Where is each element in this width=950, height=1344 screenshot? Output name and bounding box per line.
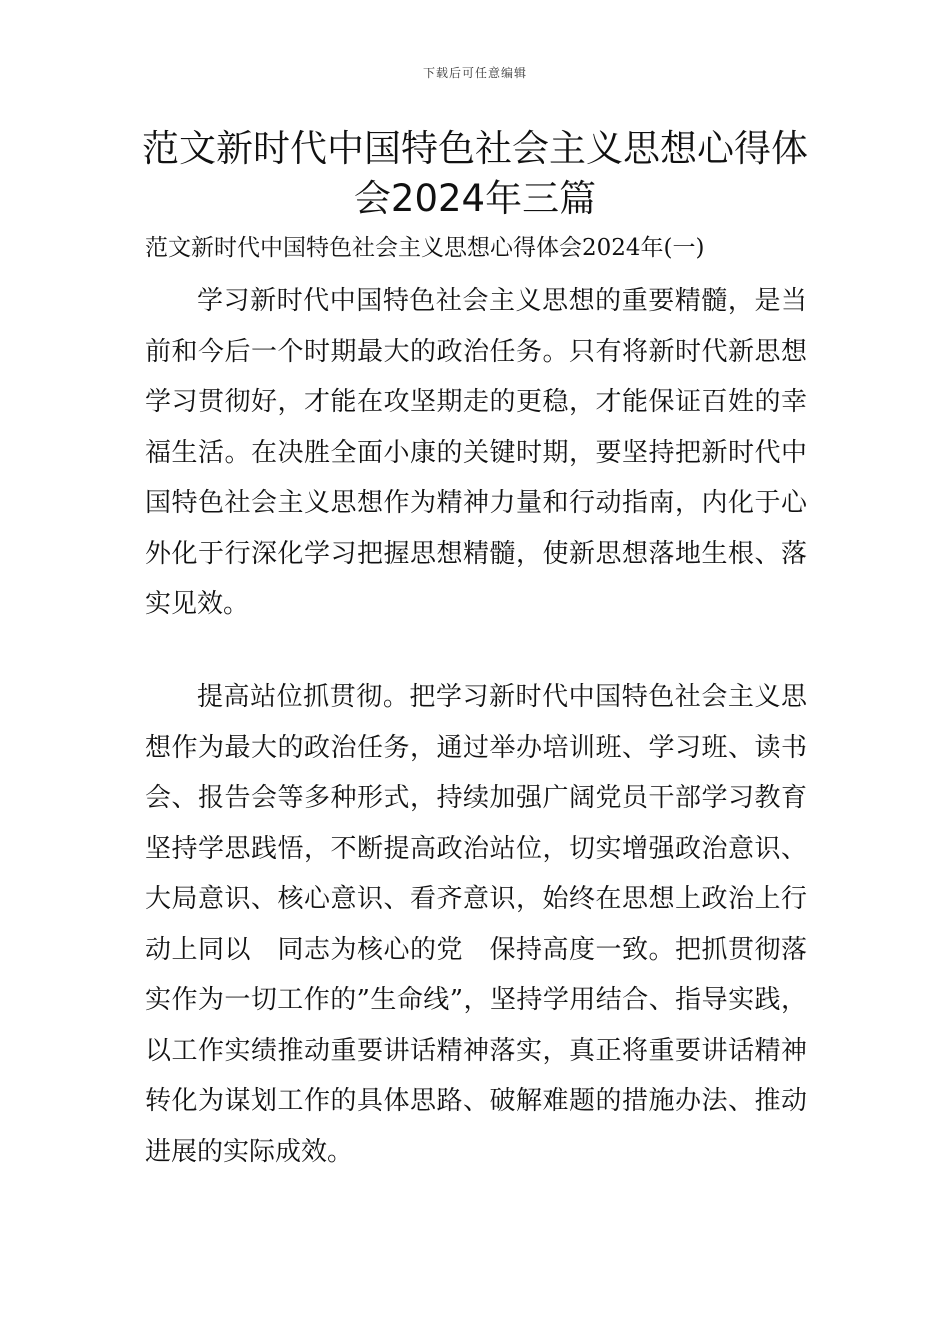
document-title: 范文新时代中国特色社会主义思想心得体会2024年三篇 bbox=[142, 127, 808, 220]
body-paragraph-1: 学习新时代中国特色社会主义思想的重要精髓，是当前和今后一个时期最大的政治任务。只有将新时代新思想学习贯彻好，才能在攻坚期走的更稳，才能保证百姓的幸福生活。在决胜全面小康的关键时期，要坚持把新时代中国特色社会主义思想作为精神力量和行动指南，内化于心外化于行深化学习把握思想精髓，使新思想落地生根、落实见效。 bbox=[145, 286, 807, 619]
header-note: 下载后可任意编辑 bbox=[422, 66, 527, 80]
body-paragraph-2: 提高站位抓贯彻。把学习新时代中国特色社会主义思想作为最大的政治任务，通过举办培训班、学习班、读书会、报告会等多种形式，持续加强广阔党员干部学习教育坚持学思践悟，不断提高政治站位，切实增强政治意识、大局意识、核心意识、看齐意识，始终在思想上政治上行动上同以 同志为核心的党 保持高度一致。把抓贯彻落实作为一切工作的”生命线”，坚持学用结合、指导实践，以工作实绩推动重要讲话精神落实，真正将重要讲话精神转化为谋划工作的具体思路、破解难题的措施办法、推动进展的实际成效。 bbox=[145, 682, 807, 1167]
section-subtitle: 范文新时代中国特色社会主义思想心得体会2024年(一) bbox=[145, 235, 705, 261]
